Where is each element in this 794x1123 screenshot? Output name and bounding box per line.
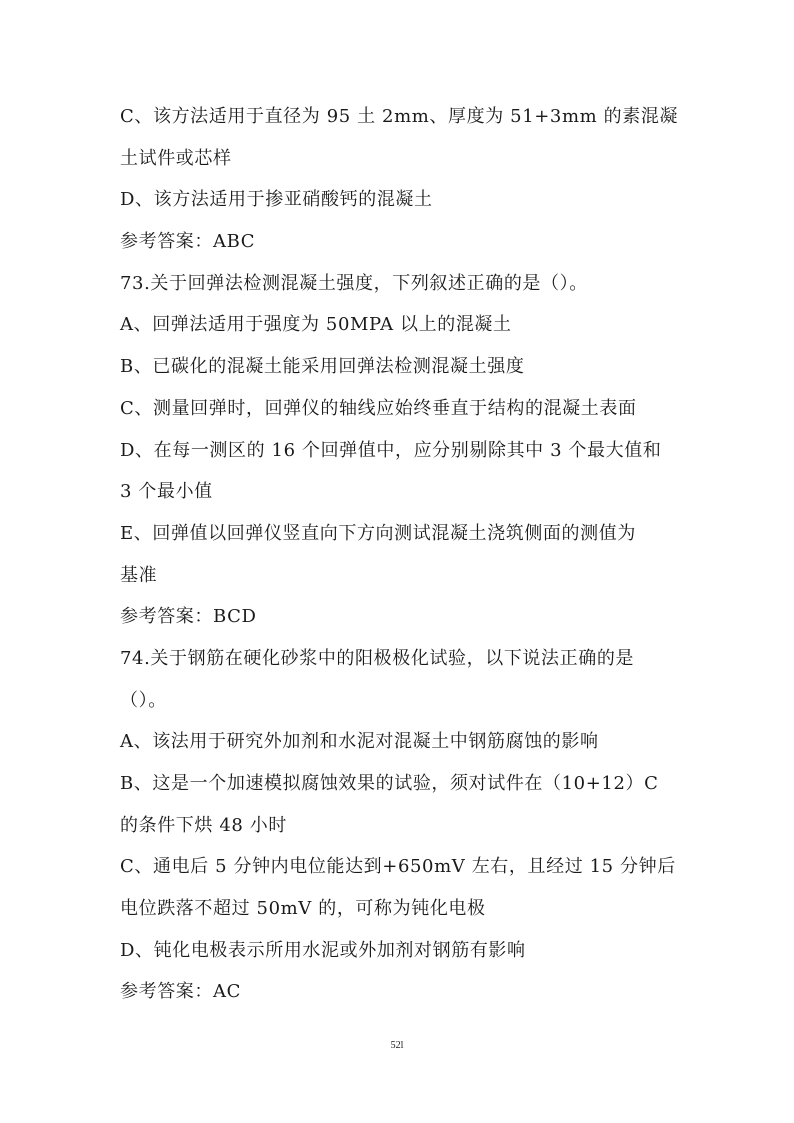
q73-option-e-line-2: 基准 xyxy=(120,564,158,586)
q73-option-e-line-1: E、回弹值以回弹仪竖直向下方向测试混凝土浇筑侧面的测值为 xyxy=(120,522,636,544)
page-number: 52l xyxy=(390,1040,404,1051)
q73-option-d-line-2: 3 个最小值 xyxy=(120,481,213,503)
q73-option-d-line-1: D、在每一测区的 16 个回弹值中，应分别剔除其中 3 个最大值和 xyxy=(120,439,662,461)
q73-option-c: C、测量回弹时，回弹仪的轴线应始终垂直于结构的混凝土表面 xyxy=(120,397,637,419)
q74-option-b-line-1: B、这是一个加速模拟腐蚀效果的试验，须对试件在（10+12）C xyxy=(120,773,659,794)
q74-option-a: A、该法用于研究外加剂和水泥对混凝土中钢筋腐蚀的影响 xyxy=(120,731,599,753)
q74-option-c-line-1: C、通电后 5 分钟内电位能达到+650mV 左右，且经过 15 分钟后 xyxy=(120,856,676,878)
q74-option-c-line-2: 电位跌落不超过 50mV 的，可称为钝化电极 xyxy=(120,898,486,920)
question-73: 73.关于回弹法检测混凝土强度，下列叙述正确的是（）。 xyxy=(120,272,588,294)
page-content xyxy=(120,96,680,1013)
option-c-text-line-2: 土试件或芯样 xyxy=(120,147,232,169)
q74-option-d: D、钝化电极表示所用水泥或外加剂对钢筋有影响 xyxy=(120,939,526,961)
answer-73: 参考答案：BCD xyxy=(120,606,257,628)
answer-72: 参考答案：ABC xyxy=(120,231,256,253)
question-74-line-2: （）。 xyxy=(120,689,167,711)
question-74-line-1: 74.关于钢筋在硬化砂浆中的阳极极化试验，以下说法正确的是 xyxy=(120,647,635,669)
answer-74: 参考答案：AC xyxy=(120,981,241,1003)
option-d-text: D、该方法适用于掺亚硝酸钙的混凝土 xyxy=(120,189,433,211)
q73-option-a: A、回弹法适用于强度为 50MPA 以上的混凝土 xyxy=(120,314,512,336)
q74-option-b-line-2: 的条件下烘 48 小时 xyxy=(120,814,287,836)
option-c-text-line-1: C、该方法适用于直径为 95 土 2mm、厚度为 51+3mm 的素混凝 xyxy=(120,106,679,127)
q73-option-b: B、已碳化的混凝土能采用回弹法检测混凝土强度 xyxy=(120,356,525,378)
